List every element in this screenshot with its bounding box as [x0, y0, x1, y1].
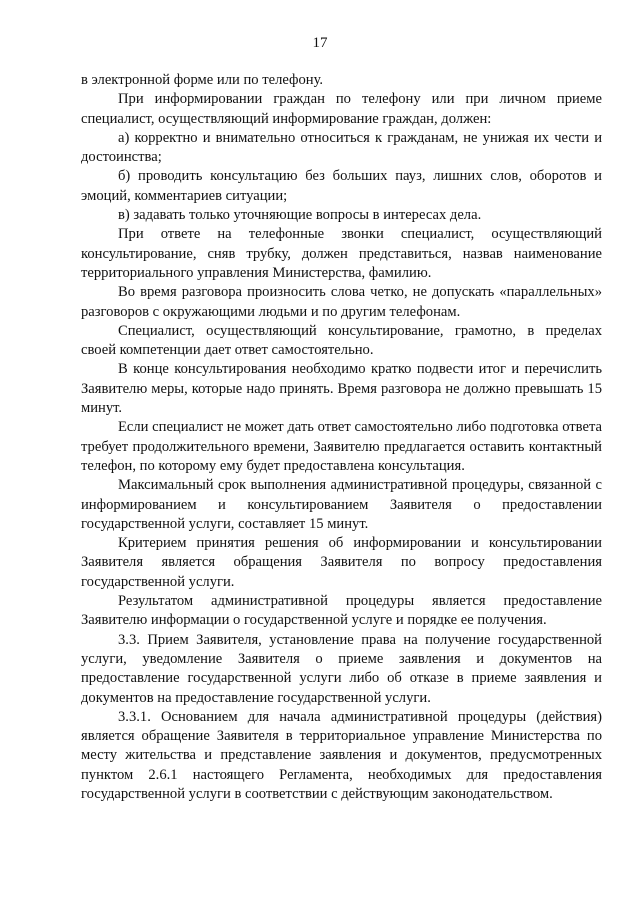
list-item: в) задавать только уточняющие вопросы в интересах дела.: [118, 207, 482, 224]
list-item: б) проводить консультацию без больших пауз, лишних слов, оборотов и эмоций, комментариев ситуации;: [81, 168, 602, 204]
page-number: 17: [312, 35, 328, 51]
list-item: а) корректно и внимательно относиться к гражданам, не унижая их чести и достоинства;: [81, 129, 602, 166]
paragraph: Если специалист не может дать ответ самостоятельно либо подготовка ответа требует продолжительного времени, Заявителю предлагается оставить контактный телефон, по которому ему будет предоставлена консультация.: [81, 419, 602, 474]
paragraph: в электронной форме или по телефону.: [81, 72, 324, 88]
paragraph: При информировании граждан по телефону или при личном приеме специалист, осуществляющий информирование граждан, должен:: [81, 91, 602, 127]
subsection-paragraph: 3.3.1. Основанием для начала административной процедуры (действия) является обращение Заявителя в территориальное управление Министерства по месту жительства и представление заявления и документов, предусмотренных пунктом 2.6.1 настоящего Регламента, необходимых для предоставления государственной услуги в соответствии с действующим законодательством.: [81, 708, 602, 802]
paragraph: Специалист, осуществляющий консультирование, грамотно, в пределах своей компетенции дает ответ самостоятельно.: [81, 322, 602, 359]
paragraph: Критерием принятия решения об информировании и консультировании Заявителя является обращения Заявителя по вопросу предоставления государственной услуги.: [81, 535, 602, 590]
paragraph: Во время разговора произносить слова четко, не допускать «параллельных» разговоров с окружающими людьми и по другим телефонам.: [81, 284, 602, 320]
paragraph: Максимальный срок выполнения административной процедуры, связанной с информированием и консультированием Заявителя о предоставлении государственной услуги, составляет 15 минут.: [81, 477, 602, 532]
section-heading-paragraph: 3.3. Прием Заявителя, установление права на получение государственной услуги, уведомление Заявителя о приеме заявления и документов на предоставление государственной услуги либо об отказе в приеме заявления и документов на предоставление государственной услуги.: [81, 631, 602, 706]
document-body: [81, 71, 602, 804]
paragraph: В конце консультирования необходимо кратко подвести итог и перечислить Заявителю меры, которые надо принять. Время разговора не должно превышать 15 минут.: [81, 361, 602, 417]
paragraph: При ответе на телефонные звонки специалист, осуществляющий консультирование, сняв трубку, должен представиться, назвав наименование территориального управления Министерства, фамилию.: [81, 226, 602, 281]
paragraph: Результатом административной процедуры является предоставление Заявителю информации о государственной услуге и порядке ее получения.: [81, 593, 602, 629]
